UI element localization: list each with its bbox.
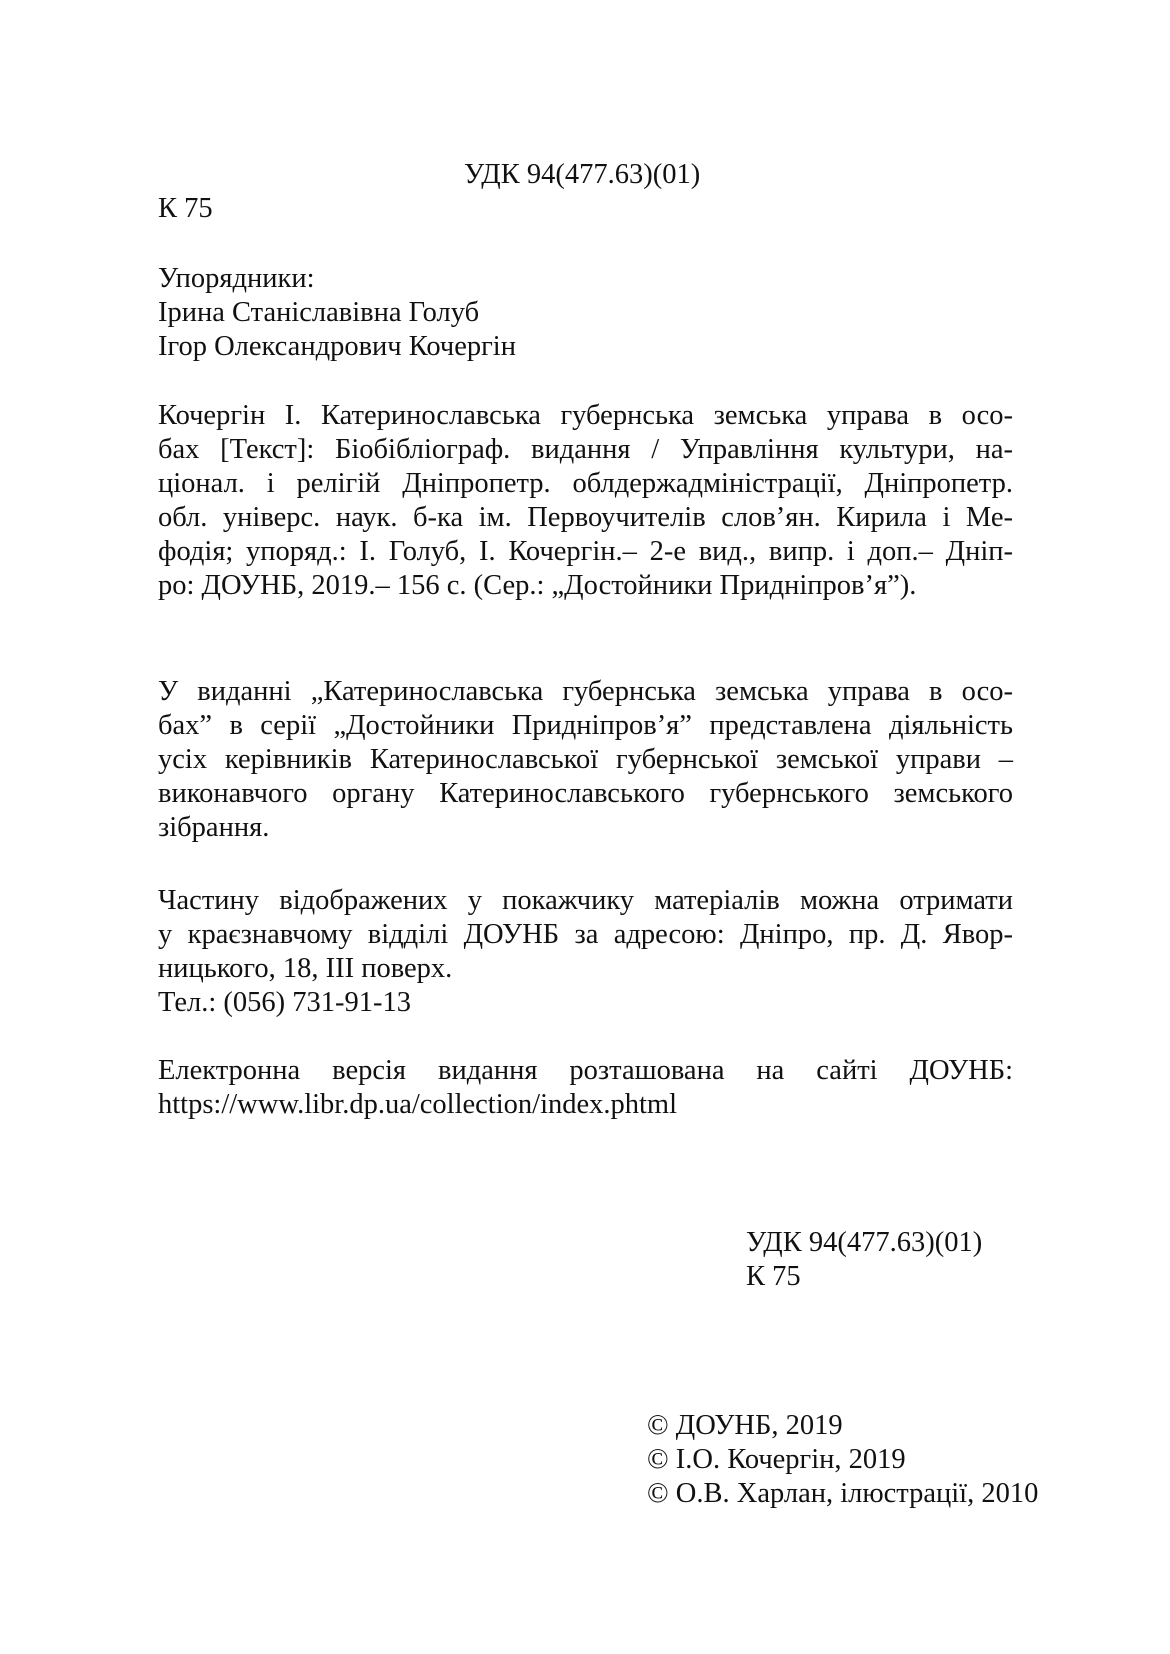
author-mark-footer: К 75 xyxy=(746,1261,801,1292)
compiler-name: Ірина Станіславівна Голуб xyxy=(158,297,480,328)
copyright-line: © ДОУНБ, 2019 xyxy=(647,1410,843,1441)
compilers-heading: Упорядники: xyxy=(158,263,315,294)
bibliographic-line: фодія; упоряд.: І. Голуб, І. Кочергін.– 2-е вид., випр. і доп.– Дніп- xyxy=(158,536,1013,567)
electronic-version-url[interactable]: https://www.libr.dp.ua/collection/index.phtml xyxy=(158,1089,678,1120)
bibliographic-record xyxy=(158,399,1013,603)
author-mark-header: К 75 xyxy=(158,193,213,224)
availability-line: ницького, 18, ІІІ поверх. xyxy=(158,953,453,984)
electronic-version-line: Електронна версія видання розташована на сайті ДОУНБ: xyxy=(158,1055,1013,1086)
udk-footer xyxy=(746,1226,982,1294)
copyright-line: © О.В. Харлан, ілюстрації, 2010 xyxy=(647,1478,1039,1509)
annotation xyxy=(158,675,1013,845)
bibliographic-line: Кочергін І. Катеринославська губернська земська управа в осо- xyxy=(158,400,1013,431)
udk-header: УДК 94(477.63)(01) xyxy=(464,159,701,190)
electronic-version-note xyxy=(158,1054,1013,1122)
copyright-block xyxy=(647,1409,1038,1511)
annotation-line: зібрання. xyxy=(158,812,270,843)
compiler-name: Ігор Олександрович Кочергін xyxy=(158,331,516,362)
udk-footer-code: УДК 94(477.63)(01) xyxy=(746,1227,983,1258)
bibliographic-line: ро: ДОУНБ, 2019.– 156 с. (Сер.: „Достойники Придніпров’я”). xyxy=(158,570,917,601)
availability-line: Частину відображених у покажчику матеріалів можна отримати xyxy=(158,885,1013,916)
phone-line: Тел.: (056) 731-91-13 xyxy=(158,987,411,1018)
annotation-line: усіх керівників Катеринославської губернської земської управи – xyxy=(158,744,1013,775)
bibliographic-line: ціонал. і релігій Дніпропетр. облдержадміністрації, Дніпропетр. xyxy=(158,468,1013,499)
availability-line: у краєзнавчому відділі ДОУНБ за адресою: Дніпро, пр. Д. Явор- xyxy=(158,919,1013,950)
annotation-line: бах” в серії „Достойники Придніпров’я” представлена діяльність xyxy=(158,710,1013,741)
copyright-line: © І.О. Кочергін, 2019 xyxy=(647,1444,906,1475)
availability-note xyxy=(158,884,1013,1020)
annotation-line: виконавчого органу Катеринославського губернського земського xyxy=(158,778,1013,809)
bibliographic-line: обл. універс. наук. б-ка ім. Первоучителів слов’ян. Кирила і Ме- xyxy=(158,502,1013,533)
bibliographic-line: бах [Текст]: Біобібліограф. видання / Управління культури, на- xyxy=(158,434,1013,465)
annotation-line: У виданні „Катеринославська губернська земська управа в осо- xyxy=(158,676,1013,707)
